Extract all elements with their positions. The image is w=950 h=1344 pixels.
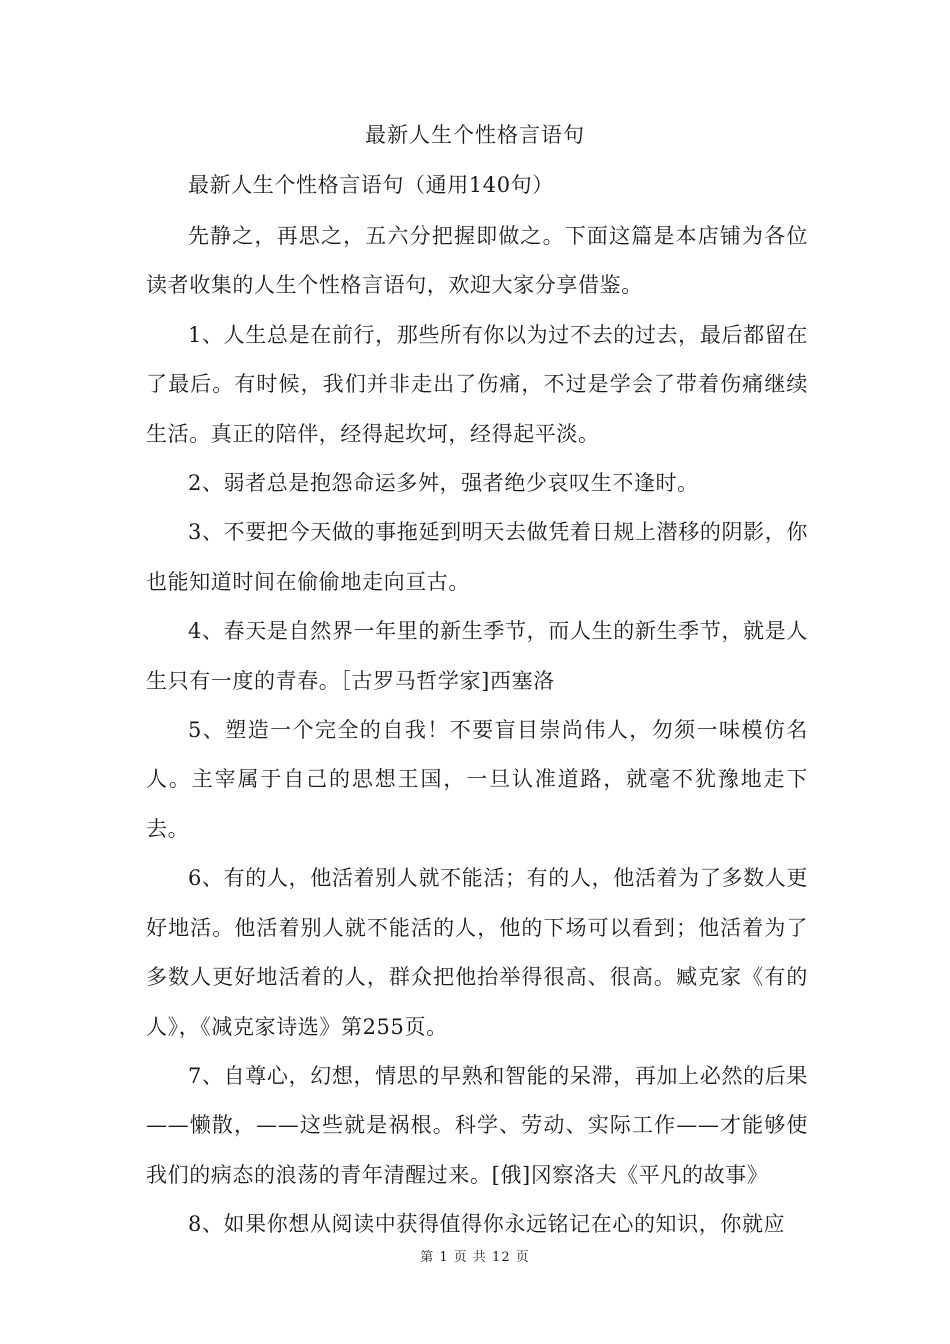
document-title: 最新人生个性格言语句 — [365, 123, 585, 147]
intro-paragraph: 先静之，再思之，五六分把握即做之。下面这篇是本店铺为各位读者收集的人生个性格言语句，欢迎大家分享借鉴。 — [146, 224, 808, 298]
page-footer: 第 1 页 共 12 页 — [420, 1250, 530, 1265]
list-item: 4、春天是自然界一年里的新生季节，而人生的新生季节，就是人生只有一度的青春。［古罗马哲学家]西塞洛 — [146, 619, 808, 693]
list-item: 3、不要把今天做的事拖延到明天去做凭着日规上潜移的阴影，你也能知道时间在偷偷地走向亘古。 — [146, 520, 808, 594]
document-subtitle: 最新人生个性格言语句（通用140句） — [188, 173, 554, 197]
document-body — [146, 170, 808, 1250]
list-item: 6、有的人，他活着别人就不能活；有的人，他活着为了多数人更好地活。他活着别人就不能活的人，他的下场可以看到；他活着为了多数人更好地活着的人，群众把他抬举得很高、很高。臧克家《有的人》，《减克家诗选》第255页。 — [146, 866, 808, 1039]
list-item: 7、自尊心，幻想，情思的早熟和智能的呆滞，再加上必然的后果——懒散，——这些就是祸根。科学、劳动、实际工作——才能够使我们的病态的浪荡的青年清醒过来。[俄]冈察洛夫《平凡的故事》 — [146, 1063, 808, 1187]
list-item: 2、弱者总是抱怨命运多舛，强者绝少哀叹生不逢时。 — [188, 471, 699, 496]
list-item: 8、如果你想从阅读中获得值得你永远铭记在心的知识，你就应 — [188, 1212, 786, 1237]
list-item: 5、塑造一个完全的自我！不要盲目崇尚伟人，勿须一味模仿名人。主宰属于自己的思想王国，一旦认准道路，就毫不犹豫地走下去。 — [146, 718, 808, 841]
list-item: 1、人生总是在前行，那些所有你以为过不去的过去，最后都留在了最后。有时候，我们并非走出了伤痛，不过是学会了带着伤痛继续生活。真正的陪伴，经得起坎坷，经得起平淡。 — [146, 322, 808, 446]
